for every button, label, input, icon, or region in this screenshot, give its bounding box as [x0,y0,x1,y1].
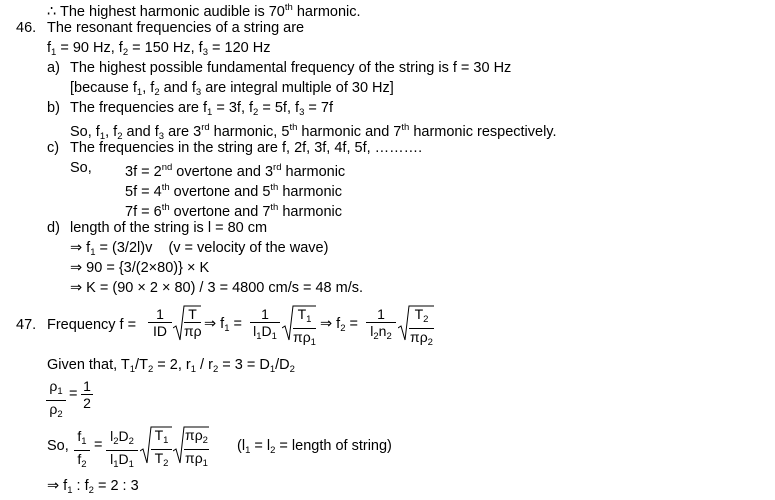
q46-part-c-text: The frequencies in the string are f, 2f, 3f, 4f, 5f, ………. [70,140,423,156]
formula-sqrt-pirho2-pirho1: $\pi\rho_2$ $\pi\rho_1$ [173,425,209,465]
formula-sqrt-T1-T2: $T_1$ $T_2$ [140,425,172,465]
q47-answer: ⇒ $f_1$ : $f_2 = 2$ : 3 [47,478,139,496]
formula-equals: = [69,386,78,402]
q46-part-d-text: length of the string is l = 80 cm [70,220,268,236]
formula-sqrt-T-pirho: T πρ [173,304,201,342]
q46-part-d-step3: ⇒ K = (90 × 2 × 80) / 3 = 4800 cm/s = 48 m/s. [70,280,364,296]
formula-frac-1-l1D1: 1 $l_1D_1$ [250,306,280,345]
q46-part-a-label: a) [47,60,60,76]
formula-implies-f2: ⇒ $f_2$ = [320,316,359,334]
q47-frequency-label: Frequency f = [47,317,137,333]
q47-so: So, [47,438,69,454]
q46-part-d-step2: ⇒ 90 = {3/(2×80)} × K [70,260,210,276]
q46-part-c-line1: 3f = 2nd overtone and 3rd harmonic [125,162,346,180]
formula-frac-l2D2-l1D1: $l_2D_2$ $l_1D_1$ [106,428,138,473]
question-number-46: 46. [16,20,37,36]
q46-part-b-label: b) [47,100,60,116]
q46-part-c-so: So, [70,160,92,176]
q46-part-c-line3: 7f = 6th overtone and 7th harmonic [125,202,343,220]
formula-frac-1-l2n2: 1 $l_2n_2$ [366,306,396,345]
q46-part-c-label: c) [47,140,60,156]
formula-equals-2: = [94,437,103,453]
q46-given: $f_1 = 90$ Hz, $f_2 = 150$ Hz, $f_3 = 120$ Hz [47,40,271,58]
q46-part-b-text: The frequencies are $f_1 = 3f$, $f_2 = 5f$, $f_3 = 7f$ [70,100,333,118]
q46-part-c-line2: 5f = 4th overtone and 5th harmonic [125,182,343,200]
formula-frac-rho1-rho2: $\rho_1$ $\rho_2$ [46,378,66,423]
line-conclusion-45: ∴ The highest harmonic audible is 70th harmonic. [47,2,361,20]
q47-length-note: ($l_1 = l_2$ = length of string) [237,438,392,456]
formula-frac-1-ID: 1 ID [148,306,172,339]
q46-part-b-conclusion: So, $f_1$, $f_2$ and $f_3$ are 3rd harmonic, 5th harmonic and 7th harmonic respectively. [70,122,557,142]
q46-part-a-reason: [because $f_1$, $f_2$ and $f_3$ are integral multiple of 30 Hz] [70,80,394,98]
formula-frac-1-2: 1 2 [81,378,93,411]
formula-frac-f1-f2: $f_1$ $f_2$ [74,428,90,473]
q47-given: Given that, $T_1/T_2 = 2$, $r_1 / r_2 = 3 = D_1/D_2$ [47,357,295,375]
q46-part-d-step1: ⇒ $f_1 = (3/2l)v$ (v = velocity of the wave) [70,240,329,258]
formula-sqrt-T1-pirho1: $T_1$ $\pi\rho_1$ [282,304,316,342]
formula-implies-f1: ⇒ $f_1$ = [204,316,243,334]
formula-sqrt-T2-pirho2: $T_2$ $\pi\rho_2$ [398,304,434,342]
q46-part-d-label: d) [47,220,60,236]
q46-statement: The resonant frequencies of a string are [47,20,305,36]
question-number-47: 47. [16,317,37,333]
q46-part-a-text: The highest possible fundamental frequency of the string is f = 30 Hz [70,60,512,76]
